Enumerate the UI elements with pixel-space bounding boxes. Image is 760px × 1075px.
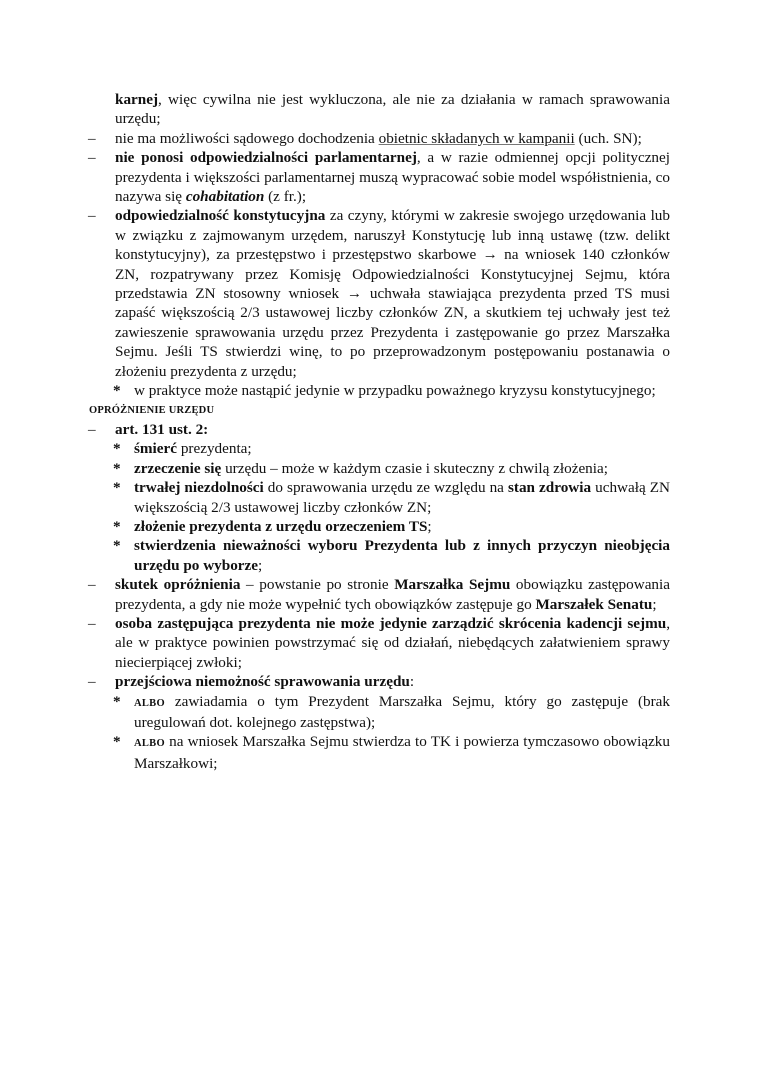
bold-text: przejściowa niemożność sprawowania urzędu [115, 673, 410, 691]
bold-text: śmierć [134, 440, 178, 458]
bold-text: stan zdrowia [507, 479, 592, 497]
dash-bullet: – [88, 420, 96, 438]
text: uchwałą ZN większością 2/3 ustawowej liczby członków ZN; [134, 479, 671, 516]
text: , a w razie odmiennej opcji politycznej prezydenta i większości parlamentarnej muszą wypracować sobie model współistnienia, co nazywa się [115, 149, 670, 206]
list-item-article [0, 420, 670, 439]
text: (z fr.); [264, 188, 307, 206]
text: , ale w praktyce powinien powstrzymać się od działań, niebędących załatwieniem sprawy niecierpiącej zwłoki; [115, 614, 670, 671]
albo-keyword: ALBO [134, 697, 165, 709]
list-item-court [0, 129, 670, 148]
text: nie ma możliwości sądowego dochodzenia [115, 129, 379, 147]
list-item-acting-president [0, 614, 670, 672]
text: ; [427, 517, 432, 535]
text: ; [258, 556, 263, 574]
sub-item-tribunal [0, 732, 670, 773]
text: (uch. SN); [574, 129, 642, 147]
underlined-text: obietnic składanych w kampanii [378, 129, 575, 147]
text: do sprawowania urzędu ze względu na [263, 479, 508, 497]
star-bullet: * [113, 517, 121, 535]
star-bullet: * [113, 692, 121, 710]
star-bullet: * [113, 459, 121, 477]
text: obowiązku zastępowania prezydenta, a gdy nie może wypełnić tych obowiązków zastępuje go [115, 576, 670, 613]
bold-text: Marszałka Sejmu [394, 576, 511, 594]
text: w praktyce może nastąpić jedynie w przypadku poważnego kryzysu konstytucyjnego; [134, 382, 656, 400]
bold-text: złożenie prezydenta z urzędu orzeczeniem TS [134, 517, 428, 535]
bold-text: Marszałek Senatu [535, 595, 653, 613]
star-bullet: * [113, 479, 121, 497]
star-bullet: * [113, 537, 121, 555]
text: urzędu – może w każdym czasie i skuteczny z chwilą złożenia; [221, 459, 608, 477]
dash-bullet: – [88, 207, 96, 225]
bold-text: zrzeczenie się [134, 459, 222, 477]
text: na wniosek Marszałka Sejmu stwierdza to TK i powierza tymczasowo obowiązku Marszałkowi; [134, 733, 670, 772]
text: prezydenta; [177, 440, 252, 458]
list-item-constitutional [0, 206, 670, 381]
list-item-effect [0, 575, 670, 614]
text: zawiadamia o tym Prezydent Marszałka Sejmu, który go zastępuje (brak uregulowań dot. kolejnego zastępstwa); [134, 692, 670, 731]
bold-text: odpowiedzialność konstytucyjna [115, 207, 326, 225]
bold-text: skutek opróżnienia [115, 576, 241, 594]
list-item-parliamentary [0, 148, 670, 206]
sub-item-crisis [0, 381, 670, 400]
section-heading: OPRÓŻNIENIE URZĘDU [89, 404, 215, 416]
sub-item-notify [0, 692, 670, 733]
italic-term: cohabitation [185, 188, 265, 206]
star-bullet: * [113, 382, 121, 400]
bold-text: art. 131 ust. 2: [115, 420, 209, 438]
list-item-temporary-inability [0, 672, 670, 691]
dash-bullet: – [88, 149, 96, 167]
dash-bullet: – [88, 673, 96, 691]
sub-item-death [0, 439, 670, 458]
bold-text: stwierdzenia nieważności wyboru Prezydenta lub z innych przyczyn nieobjęcia urzędu po wyborze [134, 537, 670, 574]
sub-item-invalid-election [0, 536, 670, 575]
dash-bullet: – [88, 129, 96, 147]
bold-text: trwałej niezdolności [134, 479, 264, 497]
bold-text: nie ponosi odpowiedzialności parlamentarnej [115, 149, 417, 167]
dash-bullet: – [88, 576, 96, 594]
text: : [409, 673, 415, 691]
text: ; [652, 595, 657, 613]
document-body [0, 90, 760, 773]
sub-item-removal [0, 517, 670, 536]
albo-keyword: ALBO [134, 738, 165, 750]
star-bullet: * [113, 733, 121, 751]
sub-item-incapacity [0, 478, 670, 517]
bold-text: karnej [115, 91, 159, 108]
text: za czyny, którymi w zakresie swojego urzędowania lub w związku z zajmowanym urzędem, naruszył Konstytucję lub inną ustawę (tzw. delikt konstytucyjny), za przestępstwo i przestępstwo skarbowe → na wniosek 140 członków ZN, rozpatrywany przez Komisję Odpowiedzialności Konstytucyjnej Sejmu, która przedstawia ZN stosowny wniosek → uchwała stawiająca prezydenta przed TS musi zapaść większością 2/3 ustawowej liczby członków ZN, a skutkiem tej uchwały jest też zawieszenie sprawowania urzędu przez Prezydenta i zastępowanie go przez Marszałka Sejmu. Jeśli TS stwierdzi winę, to po przeprowadzonym postępowaniu postanawia o złożeniu prezydenta z urzędu; [115, 207, 670, 380]
text: – powstanie po stronie [240, 576, 395, 594]
bold-text: osoba zastępująca prezydenta nie może jedynie zarządzić skrócenia kadencji sejmu [115, 614, 667, 632]
star-bullet: * [113, 440, 121, 458]
paragraph-continuation [0, 90, 670, 129]
text: , więc cywilna nie jest wykluczona, ale nie za działania w ramach sprawowania urzędu; [115, 91, 670, 128]
dash-bullet: – [88, 614, 96, 632]
sub-item-resignation [0, 459, 670, 478]
